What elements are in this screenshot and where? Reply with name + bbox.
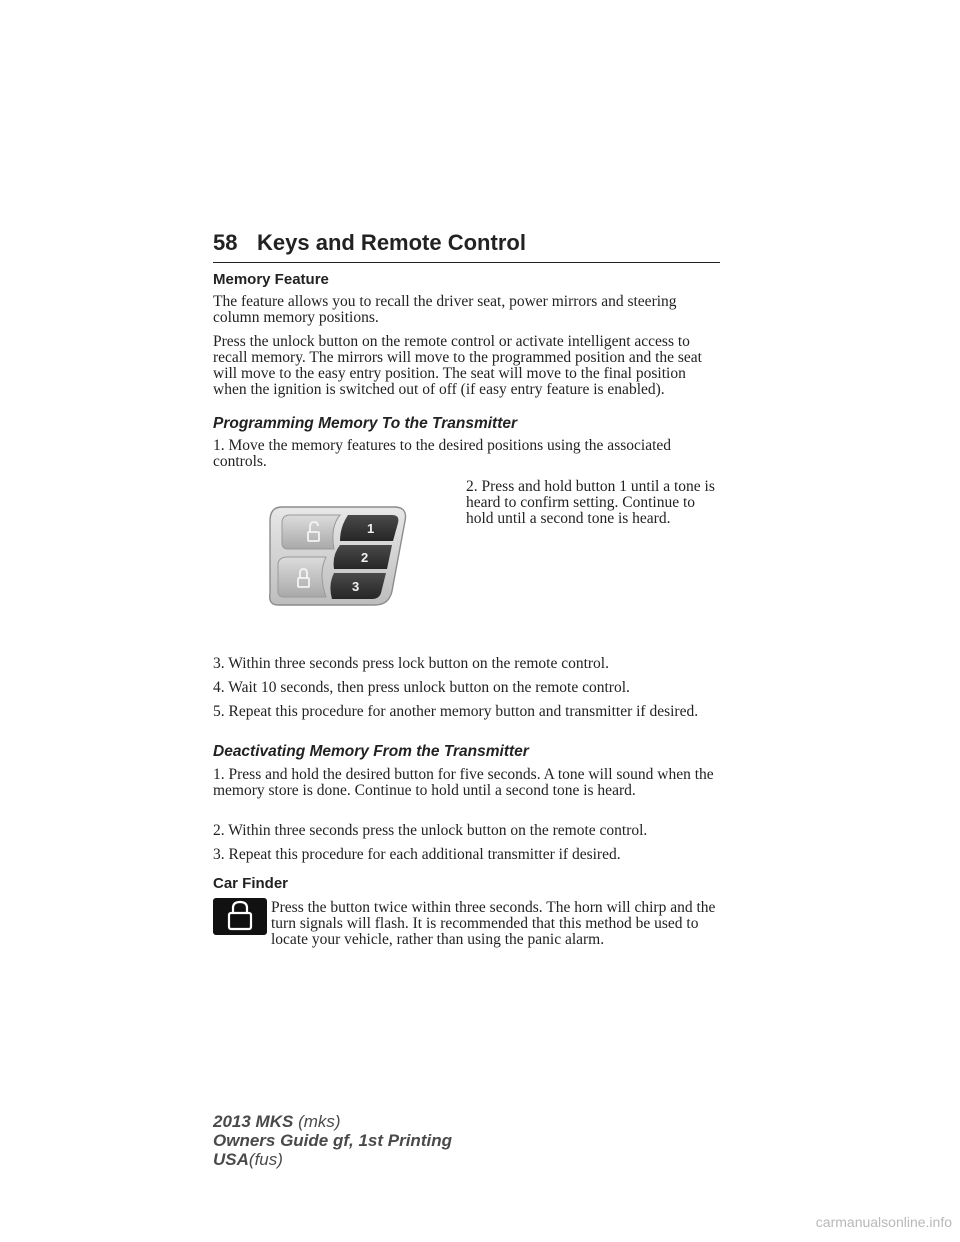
footer-guide: Owners Guide gf, 1st Printing bbox=[213, 1131, 452, 1150]
footer-country-code: (fus) bbox=[248, 1150, 283, 1169]
memory-buttons-illustration bbox=[268, 505, 414, 607]
car-finder-text-body: Press the button twice within three seconds. The horn will chirp and the turn signals will flash. It is recommended that this method be used to locate your vehicle, rather than using the panic alarm. bbox=[271, 899, 716, 948]
programming-step-2: 2. Press and hold button 1 until a tone is heard to confirm setting. Continue to hold until a second tone is heard. bbox=[466, 478, 715, 527]
memory-feature-heading: Memory Feature bbox=[213, 271, 329, 288]
memory-feature-intro: The feature allows you to recall the driver seat, power mirrors and steering column memory positions. bbox=[213, 293, 677, 326]
footer-line-country bbox=[213, 1150, 452, 1169]
memory-feature-recall: Press the unlock button on the remote control or activate intelligent access to recall memory. The mirrors will move to the programmed position and the seat will move to the easy entry position. The seat will move to the final position when the ignition is switched out of off (if easy entry feature is enabled). bbox=[213, 333, 702, 398]
memory-button-1-label: 1 bbox=[367, 521, 375, 536]
programming-step-4: 4. Wait 10 seconds, then press unlock button on the remote control. bbox=[213, 679, 630, 696]
car-finder-heading: Car Finder bbox=[213, 875, 289, 892]
footer-line-guide bbox=[213, 1131, 452, 1150]
memory-button-3-label: 3 bbox=[352, 579, 360, 594]
page-header bbox=[213, 228, 720, 263]
memory-button-2-label: 2 bbox=[361, 550, 369, 565]
chapter-title: Keys and Remote Control bbox=[257, 230, 526, 255]
footer-line-model bbox=[213, 1112, 452, 1131]
deactivating-heading: Deactivating Memory From the Transmitter bbox=[213, 743, 529, 760]
programming-heading: Programming Memory To the Transmitter bbox=[213, 415, 518, 432]
programming-step-3: 3. Within three seconds press lock button on the remote control. bbox=[213, 655, 609, 672]
programming-step-5: 5. Repeat this procedure for another memory button and transmitter if desired. bbox=[213, 703, 699, 720]
footer bbox=[213, 1112, 452, 1169]
icon-float-spacer bbox=[213, 900, 271, 946]
footer-model: 2013 MKS bbox=[213, 1112, 294, 1131]
programming-step-1: 1. Move the memory features to the desired positions using the associated controls. bbox=[213, 437, 672, 470]
watermark: carmanualsonline.info bbox=[815, 1214, 952, 1230]
deactivating-step-2: 2. Within three seconds press the unlock button on the remote control. bbox=[213, 822, 648, 839]
page-number: 58 bbox=[213, 230, 238, 255]
car-finder-text bbox=[213, 900, 723, 948]
deactivating-step-1: 1. Press and hold the desired button for five seconds. A tone will sound when the memory store is done. Continue to hold until a second tone is heard. bbox=[213, 766, 714, 799]
footer-model-code: (mks) bbox=[298, 1112, 341, 1131]
footer-country: USA bbox=[213, 1150, 249, 1169]
deactivating-step-3: 3. Repeat this procedure for each additional transmitter if desired. bbox=[213, 846, 621, 863]
